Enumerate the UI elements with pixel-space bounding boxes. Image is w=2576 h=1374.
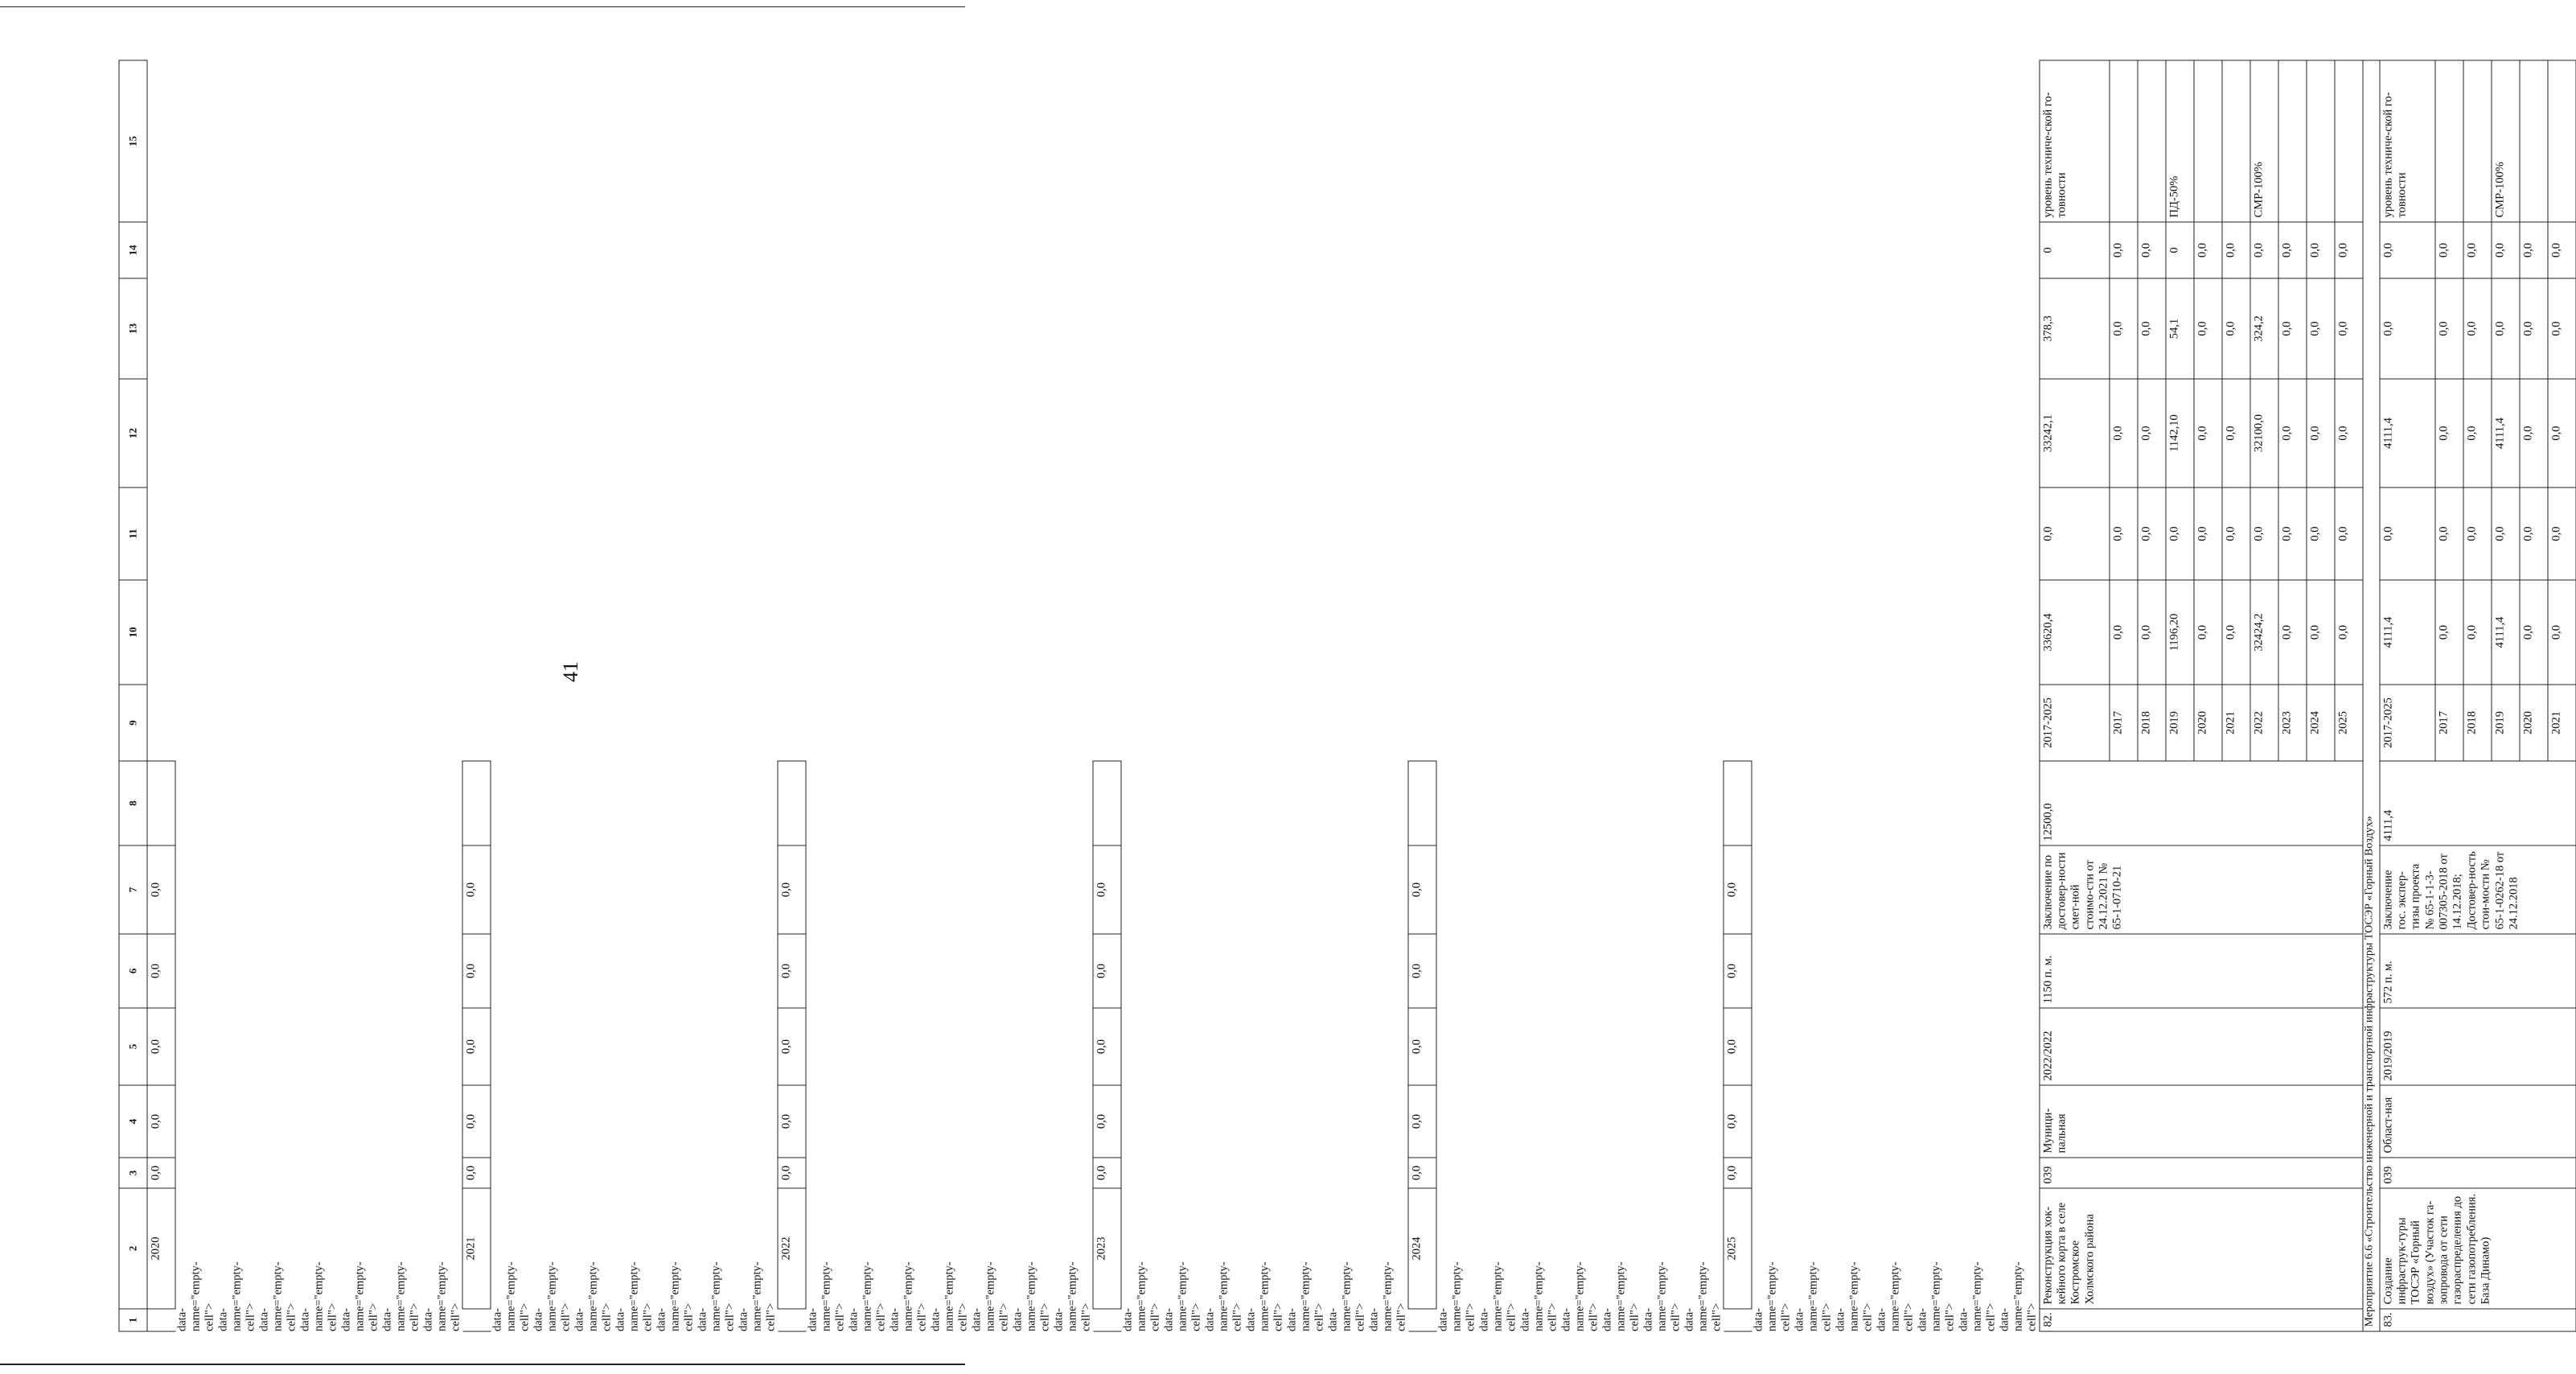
value-cell-c11: 0,0: [2194, 487, 2222, 580]
value-cell-c10: 0,0: [1408, 1158, 1436, 1188]
year-cell: 2017: [2435, 685, 2463, 761]
value-cell-c11: 0,0: [2492, 487, 2520, 580]
table-row: [1408, 60, 1436, 1331]
investment-table: 1 2 3 4 5 6 7 8 9 10 11 12 13 14 15 2020 0,0 0,0 0,0 0,0 0,0 data-name="empty-cell"> data-name="empty-cell"> data-name="empty-cell"> data-name="empty-cell"> data-name="empty-cell"> data-name="empty-cell"> data-name="empty-cell"> 2021 0,0 0,0 0,0 0,0 0,0 data-name="empty-cell"> data-name="empty-cell"> data-name="empty-cell"> data-name="empty-cell"> data-name="empty-cell"> data-name="empty-cell"> data-name="empty-cell"> 2022 0,0 0,0 0,0 0,0 0,0 data-name="empty-cell"> data-name="empty-cell"> data-name="empty-cell"> data-name="empty-cell"> data-name="empty-cell"> data-name="empty-cell"> data-name="empty-cell"> 2023 0,0 0,0 0,0 0,0 0,0 data-name="empty-cell"> data-name="empty-cell"> data-name="empty-cell"> data-name="empty-cell"> data-name="empty-cell"> data-name="empty-cell"> data-name="empty-cell"> 2024 0,0 0,0 0,0 0,0 0,0 data-name="empty-cell"> data-name="empty-cell"> data-name="empty-cell"> data-name="empty-cell"> data-name="empty-cell"> data-name="empty-cell"> data-name="empty-cell"> 2025 0,0 0,0 0,0 0,0 0,0 data-name="empty-cell"> data-name="empty-cell"> data-name="empty-cell"> data-name="empty-cell"> data-name="empty-cell"> data-name="empty-cell"> data-name="empty-cell"> 82. Реконструкция хок-кейного корта в селе Костромское Холмского района 039 Муници-пальная 2022/2022 1150 п. м. Заключение по достовер-ности смет-ной стоимо-сти от 24.12.2021 № 65-1-0710-21 12500,0 2017-2025 33620,4 0,0 33242,1 378,3 0 уровень техниче-ской го-товности 2017 0,0 0,0 0,0 0,0 0,0 2018 0,0 0,0 0,0 0,0 0,0 2019 1196,20 0,0 1142,10 54,1 0 ПД-50% 2020 0,0 0,0 0,0 0,0 0,0 2021 0,0 0,0 0,0 0,0 0,0 2022 32424,2 0,0 32100,0 324,2 0,0 СМР-100% 2023 0,0 0,0 0,0 0,0 0,0 2024 0,0 0,0 0,0 0,0 0,0 2025 0,0 0,0 0,0 0,0 0,0 Мероприятие 6.6 «Строительство инженерной и транспортной инфраструктуры ТОСЭР «Горный Воздух» 83. Создание инфраструк-туры ТОСЭР «Горный воздух» (Участок га-зопровода от сети газораспределения до сети газопотребления. База Динамо) 039 Област-ная 2019/2019 572 п. м. Заключение гос. экспер-тизы проекта № 65-1-1-3-007305-2018 от 14.12.2018; Достовер-ность стои-мости № 65-1-0262-18 от 24.12.2018 4111,4 2017-2025 4111,4 0,0 4111,4 0,0 0,0 уровень техниче-ской го-товности 2017 0,0 0,0 0,0 0,0 0,0 2018 0,0 0,0 0,0 0,0 0,0 2019 4111,4 0,0 4111,4 0,0 0,0 СМР-100% 2020 0,0 0,0 0,0 0,0 0,0 2021 0,0 0,0 0,0 0,0 0,0: [119, 60, 2576, 1332]
value-cell-c14: 0,0: [2278, 222, 2307, 278]
value-cell-c13: 0,0: [2380, 278, 2435, 379]
value-cell-c12: 1142,10: [2166, 379, 2194, 487]
note-cell: СМР-100%: [2492, 60, 2520, 222]
item-ownership: Област-ная: [2380, 1085, 2576, 1158]
section-row: [2363, 60, 2380, 1331]
value-cell-c12: 0,0: [1723, 1008, 1752, 1085]
value-cell-c14: 0,0: [2380, 222, 2435, 278]
note-cell: [1408, 761, 1436, 845]
bottom-rule: [0, 1364, 965, 1365]
value-cell-c11: 0,0: [2138, 487, 2166, 580]
value-cell-c11: 0,0: [2335, 487, 2363, 580]
year-cell: 2017: [2110, 685, 2138, 761]
note-cell: [2194, 60, 2222, 222]
note-cell: СМР-100%: [2250, 60, 2278, 222]
header-cell: 7: [119, 845, 147, 934]
value-cell-c10: 0,0: [2335, 580, 2363, 685]
note-cell: [1723, 761, 1752, 845]
value-cell-c12: 0,0: [2520, 379, 2548, 487]
value-cell-c14: 0,0: [1408, 845, 1436, 934]
header-cell: 9: [119, 685, 147, 761]
header-cell: 13: [119, 278, 147, 379]
value-cell-c11: 0,0: [2166, 487, 2194, 580]
value-cell-c12: 0,0: [1093, 1008, 1121, 1085]
item-ownership: Муници-пальная: [2040, 1085, 2363, 1158]
item-document: Заключение гос. экспер-тизы проекта № 65-1-1-3-007305-2018 от 14.12.2018; Достовер-ность стои-мости № 65-1-0262-18 от 24.12.2018: [2380, 845, 2576, 934]
value-cell-c13: 0,0: [1093, 934, 1121, 1008]
value-cell-c14: 0,0: [2307, 222, 2335, 278]
item-code: 039: [2380, 1158, 2576, 1188]
value-cell-c12: 0,0: [462, 1008, 491, 1085]
value-cell-c13: 0,0: [2492, 278, 2520, 379]
top-rule: [0, 6, 965, 7]
note-cell: [2435, 60, 2463, 222]
item-code: 039: [2040, 1158, 2363, 1188]
value-cell-c13: 0,0: [2194, 278, 2222, 379]
value-cell-c10: 1196,20: [2166, 580, 2194, 685]
value-cell-c10: 0,0: [778, 1158, 806, 1188]
value-cell-c12: 32100,0: [2250, 379, 2278, 487]
header-cell: 8: [119, 761, 147, 845]
value-cell-c14: 0,0: [1093, 845, 1121, 934]
table-row: [778, 60, 806, 1331]
note-cell: [2335, 60, 2363, 222]
note-cell: [2138, 60, 2166, 222]
value-cell-c14: 0,0: [2492, 222, 2520, 278]
value-cell-c13: 0,0: [778, 934, 806, 1008]
year-cell: 2021: [462, 1188, 491, 1309]
year-cell: 2024: [1408, 1188, 1436, 1309]
header-cell: 2: [119, 1188, 147, 1309]
empty-cell: [1093, 1309, 1121, 1331]
note-cell: [2307, 60, 2335, 222]
value-cell-c11: 0,0: [2250, 487, 2278, 580]
value-cell-c14: 0,0: [2138, 222, 2166, 278]
note-cell: [2548, 60, 2576, 222]
empty-cell: [1408, 1309, 1436, 1331]
rotated-table-wrapper: [119, 61, 2562, 1332]
header-cell: 5: [119, 1008, 147, 1085]
item-capacity: 1150 п. м.: [2040, 934, 2363, 1008]
header-cell: 1: [119, 1309, 147, 1331]
value-cell-c14: 0: [2166, 222, 2194, 278]
header-cell: 3: [119, 1158, 147, 1188]
year-cell: 2017-2025: [2380, 685, 2435, 761]
value-cell-c13: 0,0: [2307, 278, 2335, 379]
value-cell-c14: 0,0: [2110, 222, 2138, 278]
value-cell-c11: 0,0: [2520, 487, 2548, 580]
item-document: Заключение по достовер-ности смет-ной стоимо-сти от 24.12.2021 № 65-1-0710-21: [2040, 845, 2363, 934]
value-cell-c11: 0,0: [2463, 487, 2492, 580]
value-cell-c12: 0,0: [2435, 379, 2463, 487]
year-cell: 2019: [2492, 685, 2520, 761]
item-period: 2022/2022: [2040, 1008, 2363, 1085]
value-cell-c14: 0,0: [2194, 222, 2222, 278]
year-cell: 2023: [1093, 1188, 1121, 1309]
item-cost: 12500,0: [2040, 761, 2363, 845]
note-cell: [2463, 60, 2492, 222]
value-cell-c14: 0,0: [147, 845, 175, 934]
value-cell-c14: 0,0: [2435, 222, 2463, 278]
value-cell-c14: 0,0: [1723, 845, 1752, 934]
note-cell: [462, 761, 491, 845]
value-cell-c11: 0,0: [1093, 1085, 1121, 1158]
value-cell-c10: 0,0: [147, 1158, 175, 1188]
note-cell: [778, 761, 806, 845]
value-cell-c11: 0,0: [1408, 1085, 1436, 1158]
value-cell-c13: 0,0: [2138, 278, 2166, 379]
value-cell-c10: 0,0: [2138, 580, 2166, 685]
header-cell: 10: [119, 580, 147, 685]
value-cell-c10: 0,0: [2307, 580, 2335, 685]
note-cell: уровень техниче-ской го-товности: [2040, 60, 2110, 222]
value-cell-c11: 0,0: [2040, 487, 2110, 580]
value-cell-c14: 0,0: [2548, 222, 2576, 278]
value-cell-c10: 0,0: [1723, 1158, 1752, 1188]
value-cell-c14: 0,0: [2335, 222, 2363, 278]
value-cell-c10: 0,0: [2110, 580, 2138, 685]
table-row: [2380, 60, 2435, 1331]
value-cell-c13: 324,2: [2250, 278, 2278, 379]
empty-cell: [147, 1309, 175, 1331]
value-cell-c10: 4111,4: [2380, 580, 2435, 685]
value-cell-c10: 0,0: [2278, 580, 2307, 685]
value-cell-c13: 0,0: [1723, 934, 1752, 1008]
item-period: 2019/2019: [2380, 1008, 2576, 1085]
value-cell-c13: 0,0: [1408, 934, 1436, 1008]
year-cell: 2025: [1723, 1188, 1752, 1309]
value-cell-c11: 0,0: [778, 1085, 806, 1158]
header-cell: 11: [119, 487, 147, 580]
item-name: Создание инфраструк-туры ТОСЭР «Горный воздух» (Участок га-зопровода от сети газораспределения до сети газопотребления. База Динамо): [2380, 1188, 2576, 1309]
value-cell-c10: 0,0: [462, 1158, 491, 1188]
value-cell-c12: 0,0: [2138, 379, 2166, 487]
value-cell-c12: 4111,4: [2492, 379, 2520, 487]
year-cell: 2020: [2194, 685, 2222, 761]
value-cell-c12: 0,0: [2110, 379, 2138, 487]
value-cell-c10: 0,0: [2520, 580, 2548, 685]
value-cell-c13: 54,1: [2166, 278, 2194, 379]
year-cell: 2023: [2278, 685, 2307, 761]
year-cell: 2020: [147, 1188, 175, 1309]
value-cell-c14: 0,0: [2520, 222, 2548, 278]
value-cell-c12: 0,0: [1408, 1008, 1436, 1085]
note-cell: [147, 761, 175, 845]
value-cell-c12: 0,0: [2278, 379, 2307, 487]
note-cell: уровень техниче-ской го-товности: [2380, 60, 2435, 222]
note-cell: [2520, 60, 2548, 222]
value-cell-c14: 0,0: [462, 845, 491, 934]
item-capacity: 572 п. м.: [2380, 934, 2576, 1008]
value-cell-c12: 33242,1: [2040, 379, 2110, 487]
header-cell: 12: [119, 379, 147, 487]
value-cell-c13: 0,0: [2110, 278, 2138, 379]
value-cell-c11: 0,0: [2435, 487, 2463, 580]
value-cell-c12: 0,0: [778, 1008, 806, 1085]
table-row: [1093, 60, 1121, 1331]
item-number: 82.: [2040, 1309, 2363, 1331]
value-cell-c12: 0,0: [2194, 379, 2222, 487]
value-cell-c11: 0,0: [2278, 487, 2307, 580]
table-row: [147, 60, 175, 1331]
year-cell: 2017-2025: [2040, 685, 2110, 761]
year-cell: 2021: [2222, 685, 2250, 761]
year-cell: 2024: [2307, 685, 2335, 761]
table-row: [1723, 60, 1752, 1331]
value-cell-c13: 0,0: [2520, 278, 2548, 379]
value-cell-c14: 0,0: [778, 845, 806, 934]
item-cost: 4111,4: [2380, 761, 2576, 845]
value-cell-c11: 0,0: [2307, 487, 2335, 580]
value-cell-c14: 0,0: [2463, 222, 2492, 278]
value-cell-c10: 0,0: [2194, 580, 2222, 685]
value-cell-c11: 0,0: [1723, 1085, 1752, 1158]
year-cell: 2018: [2138, 685, 2166, 761]
value-cell-c10: 0,0: [2463, 580, 2492, 685]
header-row: [119, 60, 147, 1331]
year-cell: 2022: [2250, 685, 2278, 761]
year-cell: 2019: [2166, 685, 2194, 761]
value-cell-c11: 0,0: [2222, 487, 2250, 580]
value-cell-c11: 0,0: [147, 1085, 175, 1158]
value-cell-c13: 0,0: [2463, 278, 2492, 379]
header-cell: 6: [119, 934, 147, 1008]
header-cell: 15: [119, 60, 147, 222]
empty-cell: [1723, 1309, 1752, 1331]
value-cell-c13: 0,0: [2435, 278, 2463, 379]
value-cell-c12: 0,0: [2335, 379, 2363, 487]
page-number: 41: [559, 661, 582, 682]
year-cell: 2020: [2520, 685, 2548, 761]
value-cell-c14: 0: [2040, 222, 2110, 278]
note-cell: ПД-50%: [2166, 60, 2194, 222]
value-cell-c14: 0,0: [2250, 222, 2278, 278]
note-cell: [1093, 761, 1121, 845]
item-name: Реконструкция хок-кейного корта в селе Костромское Холмского района: [2040, 1188, 2363, 1309]
value-cell-c11: 0,0: [2110, 487, 2138, 580]
value-cell-c12: 0,0: [2222, 379, 2250, 487]
year-cell: 2018: [2463, 685, 2492, 761]
section-title: Мероприятие 6.6 «Строительство инженерной и транспортной инфраструктуры ТОСЭР «Горный Воздух»: [2363, 60, 2380, 1331]
value-cell-c10: 4111,4: [2492, 580, 2520, 685]
value-cell-c10: 33620,4: [2040, 580, 2110, 685]
empty-cell: [462, 1309, 491, 1331]
value-cell-c10: 32424,2: [2250, 580, 2278, 685]
value-cell-c12: 4111,4: [2380, 379, 2435, 487]
note-cell: [2278, 60, 2307, 222]
empty-cell: [778, 1309, 806, 1331]
value-cell-c12: 0,0: [2463, 379, 2492, 487]
value-cell-c13: 0,0: [2548, 278, 2576, 379]
year-cell: 2025: [2335, 685, 2363, 761]
table-row: [2040, 60, 2110, 1331]
year-cell: 2022: [778, 1188, 806, 1309]
value-cell-c13: 0,0: [2278, 278, 2307, 379]
header-cell: 4: [119, 1085, 147, 1158]
value-cell-c12: 0,0: [2307, 379, 2335, 487]
value-cell-c10: 0,0: [2435, 580, 2463, 685]
value-cell-c10: 0,0: [2222, 580, 2250, 685]
value-cell-c13: 0,0: [2222, 278, 2250, 379]
value-cell-c11: 0,0: [2380, 487, 2435, 580]
value-cell-c13: 378,3: [2040, 278, 2110, 379]
value-cell-c12: 0,0: [2548, 379, 2576, 487]
year-cell: 2021: [2548, 685, 2576, 761]
note-cell: [2222, 60, 2250, 222]
item-number: 83.: [2380, 1309, 2576, 1331]
value-cell-c13: 0,0: [2335, 278, 2363, 379]
value-cell-c13: 0,0: [462, 934, 491, 1008]
value-cell-c10: 0,0: [2548, 580, 2576, 685]
value-cell-c12: 0,0: [147, 1008, 175, 1085]
value-cell-c10: 0,0: [1093, 1158, 1121, 1188]
value-cell-c11: 0,0: [2548, 487, 2576, 580]
value-cell-c13: 0,0: [147, 934, 175, 1008]
value-cell-c14: 0,0: [2222, 222, 2250, 278]
header-cell: 14: [119, 222, 147, 278]
value-cell-c11: 0,0: [462, 1085, 491, 1158]
table-row: [462, 60, 491, 1331]
note-cell: [2110, 60, 2138, 222]
